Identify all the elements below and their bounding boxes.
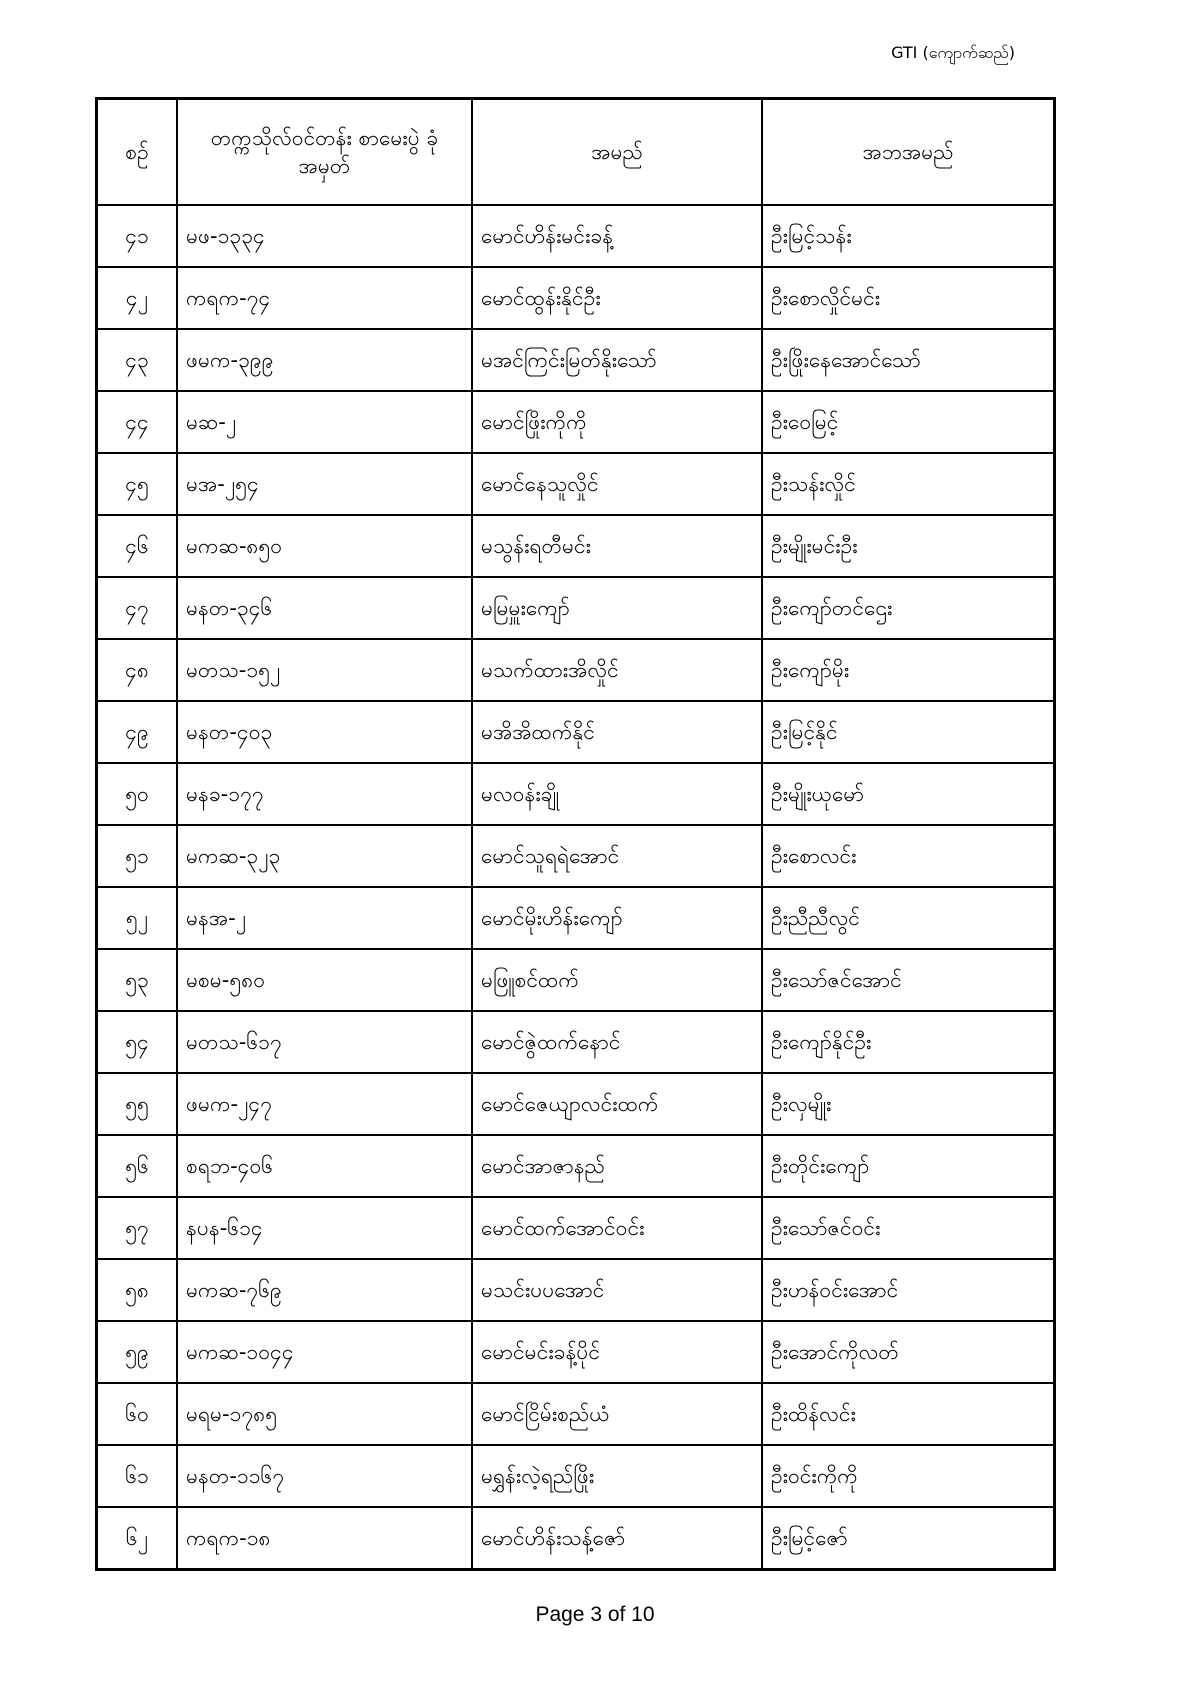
cell-student-name: မောင်ထွန်းနိုင်ဦး xyxy=(472,267,762,329)
table-row xyxy=(97,1011,1055,1073)
cell-exam-roll-number: မဖ-၁၃၃၄ xyxy=(177,205,472,267)
table-row xyxy=(97,1321,1055,1383)
table-row xyxy=(97,1259,1055,1321)
cell-father-name: ဦးသော်ဇင်ဝင်း xyxy=(762,1197,1055,1259)
cell-student-name: မောင်အာဇာနည် xyxy=(472,1135,762,1197)
cell-exam-roll-number: မကဆ-၃၂၃ xyxy=(177,825,472,887)
table-row xyxy=(97,1383,1055,1445)
table-row xyxy=(97,1197,1055,1259)
cell-serial-no: ၅၇ xyxy=(97,1197,178,1259)
cell-father-name: ဦးဖြိုးနေအောင်သော် xyxy=(762,329,1055,391)
cell-father-name: ဦးသော်ဇင်အောင် xyxy=(762,949,1055,1011)
cell-exam-roll-number: ဖမက-၃၉၉ xyxy=(177,329,472,391)
cell-father-name: ဦးဝေမြင့် xyxy=(762,391,1055,453)
cell-serial-no: ၅၄ xyxy=(97,1011,178,1073)
table-row xyxy=(97,1445,1055,1507)
cell-student-name: မသင်းပပအောင် xyxy=(472,1259,762,1321)
cell-father-name: ဦးသန်းလှိုင် xyxy=(762,453,1055,515)
cell-serial-no: ၄၉ xyxy=(97,701,178,763)
student-roster-table xyxy=(95,97,1056,1571)
table-row xyxy=(97,949,1055,1011)
cell-serial-no: ၅၃ xyxy=(97,949,178,1011)
cell-student-name: မရွှန်းလဲ့ရည်ဖြိုး xyxy=(472,1445,762,1507)
cell-serial-no: ၄၈ xyxy=(97,639,178,701)
cell-student-name: မောင်နေသူလှိုင် xyxy=(472,453,762,515)
header-serial-no: စဉ် xyxy=(97,99,178,206)
cell-exam-roll-number: မနတ-၃၄၆ xyxy=(177,577,472,639)
table-row xyxy=(97,205,1055,267)
cell-exam-roll-number: မကဆ-၇၆၉ xyxy=(177,1259,472,1321)
cell-exam-roll-number: ကရက-၇၄ xyxy=(177,267,472,329)
cell-father-name: ဦးထိန်လင်း xyxy=(762,1383,1055,1445)
cell-exam-roll-number: မနတ-၁၁၆၇ xyxy=(177,1445,472,1507)
cell-exam-roll-number: ဖမက-၂၄၇ xyxy=(177,1073,472,1135)
cell-serial-no: ၆၀ xyxy=(97,1383,178,1445)
cell-exam-roll-number: မရမ-၁၇၈၅ xyxy=(177,1383,472,1445)
cell-father-name: ဦးဟန်ဝင်းအောင် xyxy=(762,1259,1055,1321)
cell-serial-no: ၅၁ xyxy=(97,825,178,887)
cell-exam-roll-number: မအ-၂၅၄ xyxy=(177,453,472,515)
cell-student-name: မသက်ထားအိလှိုင် xyxy=(472,639,762,701)
cell-student-name: မလဝန်းချို xyxy=(472,763,762,825)
cell-student-name: မောင်ငြိမ်းစည်ယံ xyxy=(472,1383,762,1445)
cell-father-name: ဦးဝင်းကိုကို xyxy=(762,1445,1055,1507)
table-row xyxy=(97,515,1055,577)
cell-exam-roll-number: မစမ-၅၈၀ xyxy=(177,949,472,1011)
cell-father-name: ဦးကျော်တင်ဌေး xyxy=(762,577,1055,639)
cell-exam-roll-number: မကဆ-၁၀၄၄ xyxy=(177,1321,472,1383)
cell-serial-no: ၄၅ xyxy=(97,453,178,515)
cell-exam-roll-number: ကရက-၁၈ xyxy=(177,1507,472,1570)
cell-student-name: မောင်ဇွဲထက်နောင် xyxy=(472,1011,762,1073)
cell-serial-no: ၅၉ xyxy=(97,1321,178,1383)
table-row xyxy=(97,763,1055,825)
cell-father-name: ဦးကျော်နိုင်ဦး xyxy=(762,1011,1055,1073)
cell-father-name: ဦးမြင့်သန်း xyxy=(762,205,1055,267)
cell-father-name: ဦးမြင့်နိုင် xyxy=(762,701,1055,763)
cell-student-name: မအင်ကြင်းမြတ်နိုးသော် xyxy=(472,329,762,391)
cell-serial-no: ၆၂ xyxy=(97,1507,178,1570)
table-header xyxy=(97,99,1055,206)
cell-serial-no: ၅၆ xyxy=(97,1135,178,1197)
cell-student-name: မောင်ဇေယျာလင်းထက် xyxy=(472,1073,762,1135)
table-row xyxy=(97,701,1055,763)
table-row xyxy=(97,1135,1055,1197)
table-row xyxy=(97,639,1055,701)
table-row xyxy=(97,329,1055,391)
cell-exam-roll-number: မနတ-၄၀၃ xyxy=(177,701,472,763)
cell-student-name: မောင်ဖြိုးကိုကို xyxy=(472,391,762,453)
cell-father-name: ဦးတိုင်းကျော် xyxy=(762,1135,1055,1197)
cell-student-name: မသွန်းရတီမင်း xyxy=(472,515,762,577)
table-row xyxy=(97,1073,1055,1135)
cell-exam-roll-number: မတသ-၁၅၂ xyxy=(177,639,472,701)
cell-student-name: မဖြူစင်ထက် xyxy=(472,949,762,1011)
cell-exam-roll-number: မကဆ-၈၅၀ xyxy=(177,515,472,577)
cell-exam-roll-number: မဆ-၂ xyxy=(177,391,472,453)
cell-serial-no: ၄၂ xyxy=(97,267,178,329)
cell-student-name: မောင်မင်းခန့်ပိုင် xyxy=(472,1321,762,1383)
table-row xyxy=(97,1507,1055,1570)
table-row xyxy=(97,577,1055,639)
cell-student-name: မောင်သူရရဲအောင် xyxy=(472,825,762,887)
cell-father-name: ဦးကျော်မိုး xyxy=(762,639,1055,701)
table-row xyxy=(97,391,1055,453)
cell-exam-roll-number: စရဘ-၄၀၆ xyxy=(177,1135,472,1197)
cell-exam-roll-number: မနခ-၁၇၇ xyxy=(177,763,472,825)
table-row xyxy=(97,887,1055,949)
header-exam-roll-number: တက္ကသိုလ်ဝင်တန်း စာမေးပွဲ ခုံအမှတ် xyxy=(177,99,472,206)
cell-serial-no: ၅၈ xyxy=(97,1259,178,1321)
header-father-name: အဘအမည် xyxy=(762,99,1055,206)
page-number: Page 3 of 10 xyxy=(535,1603,655,1626)
cell-student-name: မအိအိထက်နိုင် xyxy=(472,701,762,763)
cell-student-name: မောင်ထက်အောင်ဝင်း xyxy=(472,1197,762,1259)
table-row xyxy=(97,453,1055,515)
cell-student-name: မမြမှူးကျော် xyxy=(472,577,762,639)
document-tag: GTI (ကျောက်ဆည်) xyxy=(891,43,1015,62)
cell-exam-roll-number: နပန-၆၁၄ xyxy=(177,1197,472,1259)
table-row xyxy=(97,825,1055,887)
header-row xyxy=(97,99,1055,206)
header-student-name: အမည် xyxy=(472,99,762,206)
cell-student-name: မောင်မိုးဟိန်းကျော် xyxy=(472,887,762,949)
cell-serial-no: ၄၆ xyxy=(97,515,178,577)
cell-serial-no: ၆၁ xyxy=(97,1445,178,1507)
cell-father-name: ဦးအောင်ကိုလတ် xyxy=(762,1321,1055,1383)
cell-student-name: မောင်ဟိန်းသန့်ဇော် xyxy=(472,1507,762,1570)
cell-father-name: ဦးမျိုးမင်းဦး xyxy=(762,515,1055,577)
table-body xyxy=(97,205,1055,1570)
cell-exam-roll-number: မနအ-၂ xyxy=(177,887,472,949)
cell-father-name: ဦးမြင့်ဇော် xyxy=(762,1507,1055,1570)
cell-exam-roll-number: မတသ-၆၁၇ xyxy=(177,1011,472,1073)
cell-serial-no: ၅၂ xyxy=(97,887,178,949)
cell-father-name: ဦးညီညီလွင် xyxy=(762,887,1055,949)
cell-serial-no: ၄၇ xyxy=(97,577,178,639)
cell-serial-no: ၄၄ xyxy=(97,391,178,453)
cell-father-name: ဦးမျိုးယုမော် xyxy=(762,763,1055,825)
cell-serial-no: ၄၁ xyxy=(97,205,178,267)
cell-serial-no: ၅၅ xyxy=(97,1073,178,1135)
table-row xyxy=(97,267,1055,329)
cell-father-name: ဦးစောလင်း xyxy=(762,825,1055,887)
cell-father-name: ဦးစောလှိုင်မင်း xyxy=(762,267,1055,329)
cell-serial-no: ၄၃ xyxy=(97,329,178,391)
cell-father-name: ဦးလှမျိုး xyxy=(762,1073,1055,1135)
cell-student-name: မောင်ဟိန်းမင်းခန့် xyxy=(472,205,762,267)
cell-serial-no: ၅၀ xyxy=(97,763,178,825)
